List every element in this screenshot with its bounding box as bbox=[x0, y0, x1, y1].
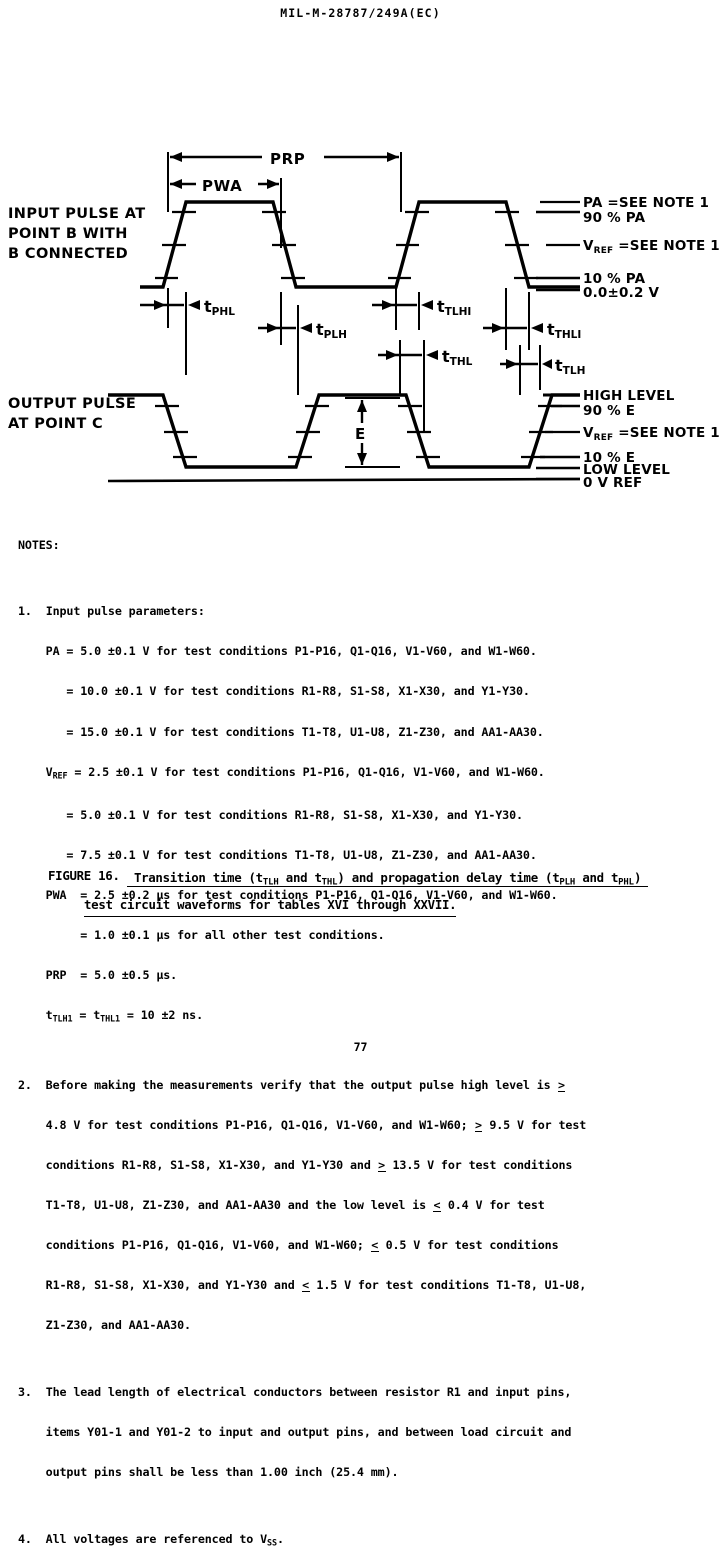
figure-caption-label: FIGURE 16. bbox=[48, 868, 120, 883]
t-thli-label: tTHLI bbox=[547, 320, 582, 342]
t-thli-dimension bbox=[483, 288, 581, 350]
notes-heading: NOTES: bbox=[18, 537, 60, 552]
t-plh-dimension bbox=[258, 292, 347, 395]
zero-volt-reference-line bbox=[108, 479, 580, 481]
t-tlhi-dimension bbox=[372, 288, 471, 330]
input-level-ticks bbox=[155, 212, 538, 278]
output-label-high-level: HIGH LEVEL bbox=[583, 388, 675, 404]
prp-label: PRP bbox=[270, 150, 306, 168]
input-right-annotations bbox=[536, 195, 720, 301]
output-label-vref: VREF =SEE NOTE 1 bbox=[583, 425, 720, 443]
note-2-line-1: 4.8 V for test conditions P1-P16, Q1-Q16, V1-V60, and W1-W60; > 9.5 V for test bbox=[18, 1118, 587, 1133]
notes-section bbox=[18, 512, 718, 1563]
figure-caption bbox=[48, 868, 708, 917]
t-tlh-label: tTLH bbox=[555, 356, 586, 378]
note-1-line-7: PWA = 2.5 ±0.2 µs for test conditions P1-P16, Q1-Q16, V1-V60, and W1-W60. bbox=[45, 887, 558, 902]
pwa-label: PWA bbox=[202, 177, 243, 195]
note-3-line-0: 3. The lead length of electrical conductors between resistor R1 and input pins, bbox=[18, 1385, 572, 1400]
note-1-line-5: = 5.0 ±0.1 V for test conditions R1-R8, S1-S8, X1-X30, and Y1-Y30. bbox=[18, 807, 523, 822]
t-plh-label: tPLH bbox=[316, 320, 347, 342]
figure-caption-line-1: Transition time ($t_{TLH}$ and $t_{THL}$) and propagation delay time ($t_{PLH}$ and $t_{PHL}$) bbox=[127, 870, 649, 887]
note-4-line-0: 4. All voltages are referenced to $V_{SS}$. bbox=[18, 1531, 284, 1548]
input-caption-line-2: POINT B WITH bbox=[8, 226, 128, 242]
t-phl-dimension bbox=[140, 288, 235, 375]
input-label-pa: PA =SEE NOTE 1 bbox=[583, 195, 710, 211]
note-1-line-10: $t_{TLH1} = t_{THL1} = 10 \pm 2$ ns. bbox=[18, 1008, 203, 1024]
note-3-line-1: items Y01-1 and Y01-2 to input and output pins, and between load circuit and bbox=[45, 1425, 572, 1440]
input-label-zero-volt: 0.0±0.2 V bbox=[583, 285, 660, 301]
input-caption-line-3: B CONNECTED bbox=[8, 246, 129, 262]
output-caption-line-2: AT POINT C bbox=[8, 416, 104, 432]
t-phl-label: tPHL bbox=[204, 297, 235, 319]
note-1-line-2: = 10.0 ±0.1 V for test conditions R1-R8, S1-S8, X1-X30, and Y1-Y30. bbox=[45, 684, 530, 699]
output-label-low-level: LOW LEVEL bbox=[583, 462, 671, 478]
input-caption-line-1: INPUT PULSE AT bbox=[8, 206, 146, 222]
note-2-line-2: conditions R1-R8, S1-S8, X1-X30, and Y1-Y30 and > 13.5 V for test conditions bbox=[18, 1158, 573, 1173]
input-label-10pct-pa: 10 % PA bbox=[583, 271, 646, 287]
output-caption-line-1: OUTPUT PULSE bbox=[8, 396, 137, 412]
amplitude-e-label: E bbox=[355, 425, 366, 443]
t-tlh-dimension bbox=[500, 345, 585, 395]
figure-caption-line-2: test circuit waveforms for tables XVI through XXVII. bbox=[84, 895, 456, 917]
waveform-svg bbox=[0, 140, 721, 490]
input-label-vref: VREF =SEE NOTE 1 bbox=[583, 238, 720, 256]
note-3-line-2: output pins shall be less than 1.00 inch (25.4 mm). bbox=[45, 1465, 399, 1480]
output-label-zero-volt-ref: 0 V REF bbox=[583, 475, 643, 490]
output-trace-caption bbox=[8, 396, 136, 432]
note-1-line-0: 1. Input pulse parameters: bbox=[18, 604, 205, 619]
note-1-line-6: = 7.5 ±0.1 V for test conditions T1-T8, U1-U8, Z1-Z30, and AA1-AA30. bbox=[18, 847, 537, 862]
note-2-line-5: R1-R8, S1-S8, X1-X30, and Y1-Y30 and < 1.5 V for test conditions T1-T8, U1-U8, bbox=[18, 1278, 587, 1293]
page-number: 77 bbox=[353, 1040, 368, 1054]
document-header-number: MIL-M-28787/249A(EC) bbox=[280, 6, 441, 20]
t-thl-dimension bbox=[378, 340, 473, 432]
note-1-line-3: = 15.0 ±0.1 V for test conditions T1-T8, U1-U8, Z1-Z30, and AA1-AA30. bbox=[45, 724, 544, 739]
figure-waveform-diagram bbox=[0, 140, 721, 490]
t-tlhi-label: tTLHI bbox=[437, 297, 472, 319]
note-1-line-4: $V_{REF} = 2.5 \pm 0.1$ V for test conditions P1-P16, Q1-Q16, V1-V60, and W1-W60. bbox=[18, 764, 545, 780]
amplitude-e-dimension bbox=[345, 398, 400, 467]
note-1-line-9: PRP = 5.0 ±0.5 µs. bbox=[45, 968, 178, 983]
input-trace-caption bbox=[8, 206, 146, 262]
note-1-line-8: = 1.0 ±0.1 µs for all other test conditions. bbox=[45, 928, 385, 942]
t-thl-label: tTHL bbox=[442, 347, 473, 369]
note-2-line-4: conditions P1-P16, Q1-Q16, V1-V60, and W1-W60; < 0.5 V for test conditions bbox=[18, 1238, 559, 1253]
input-label-90pct-pa: 90 % PA bbox=[583, 210, 646, 226]
output-label-10pct-e: 10 % E bbox=[583, 450, 636, 466]
note-1-line-1: PA = 5.0 ±0.1 V for test conditions P1-P16, Q1-Q16, V1-V60, and W1-W60. bbox=[45, 644, 537, 659]
note-2-line-6: Z1-Z30, and AA1-AA30. bbox=[45, 1318, 191, 1333]
output-right-annotations bbox=[536, 388, 720, 490]
note-2-line-3: T1-T8, U1-U8, Z1-Z30, and AA1-AA30 and the low level is < 0.4 V for test bbox=[18, 1198, 545, 1213]
note-2-line-0: 2. Before making the measurements verify that the output pulse high level is > bbox=[18, 1078, 565, 1093]
output-label-90pct-e: 90 % E bbox=[583, 403, 636, 419]
